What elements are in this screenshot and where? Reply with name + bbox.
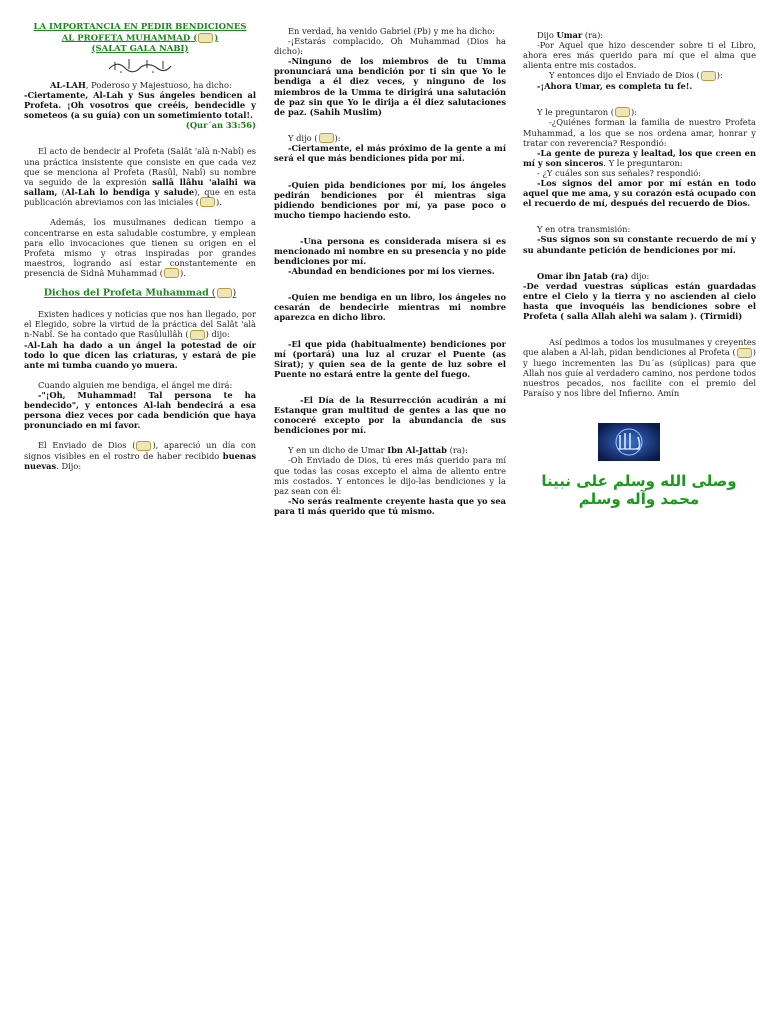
arabic-line-1: وصلى الله وسلم على نبينا [541, 472, 737, 490]
paragraph-umar-book: -Por Aquel que hizo descender sobre ti el Libro, ahora eres más querido para mí que el alma que alienta entre mis costados. [523, 40, 756, 71]
hadith-signs-love: -Los signos del amor por mí están en todo aquel que me ama, y su corazón está ocupado con el recuerdo de mí, después del recuerdo de Dios. [523, 178, 756, 209]
seal-icon [164, 268, 179, 278]
paragraph-custom: Además, los musulmanes dedican tiempo a concentrarse en esta saludable costumbre, y emplean para ello invocaciones que tienen su origen en el Profeta mismo y otras inspiradas por grandes maestros, logrando así estar constantemente en presencia de Sidnâ Muhammad ( ). [24, 217, 256, 278]
paragraph-angel-says: Cuando alguien me bendiga, el ángel me dirá: [38, 379, 233, 390]
hadith-ten-blessings: -"¡Oh, Muhammad! Tal persona te ha bendecido", y entonces Al-lah bendecirá a esa persona diez veces por cada bendición que haya pronunciado en mi favor. [24, 390, 256, 431]
allah-calligraphy-logo-icon [598, 423, 660, 461]
page-title [24, 22, 256, 54]
hadith-angels-bless: -Quien pida bendiciones por mí, los ángeles pedirán bendiciones por él mientras siga pidiendo bendiciones por mí, ya pase poco o mucho tiempo haciendo esto. [274, 179, 506, 220]
column-2 [274, 26, 506, 516]
arabic-blessing [520, 472, 758, 508]
hadith-complete-faith: -¡Ahora Umar, es completa tu fe!. [537, 80, 693, 91]
paragraph-signs-question: - ¿Y cuáles son sus señales? respondió: [537, 167, 702, 178]
seal-icon [319, 133, 334, 143]
title-line-2: AL PROFETA MUHAMMAD ( ) [61, 33, 219, 43]
paragraph-complacido: -¡Estarás complacido, Oh Muhammad (Dios ha dicho): [274, 36, 506, 57]
hadith-angel: -Al-Lah ha dado a un ángel la potestad de oír todo lo que dicen las criaturas, y estará de pie ante mi tumba cuando yo muera. [24, 339, 256, 370]
hadith-umma: -Ninguno de los miembros de tu Umma pronunciará una bendición por ti sin que Yo le bendiga a él diez veces, y ninguno de los miembros de la Umma te dirigirá una salutación de paz sin que Yo le dirija a él diez salutaciones de paz. (Sahih Muslim) [274, 56, 506, 117]
paragraph-umar-intro: Y en un dicho de Umar Ibn Al-Jattab (ra): [288, 445, 468, 456]
hadith-true-believer: -No serás realmente creyente hasta que yo sea para ti más querido que tú mismo. [274, 495, 506, 516]
section-heading: Dichos del Profeta Muhammad ( ) [43, 287, 237, 299]
seal-icon [200, 197, 215, 207]
paragraph-transmission: Y en otra transmisión: [537, 224, 631, 235]
column-3 [523, 30, 756, 398]
seal-icon [737, 348, 752, 358]
hadith-fridays: -Abundad en bendiciones por mí los viernes. [288, 266, 495, 277]
paragraph-umar-said: Dijo Umar (ra): [537, 30, 604, 40]
paragraph-enviado-dijo: Y entonces dijo el Enviado de Dios ( ): [549, 70, 723, 81]
seal-icon [217, 288, 232, 298]
seal-icon [198, 33, 213, 43]
hadith-closest: -Ciertamente, el más próximo de la gente a mí será el que más bendiciones pida por mí. [274, 143, 506, 164]
seal-icon [701, 71, 716, 81]
column-1 [24, 22, 256, 471]
hadith-resurrection: -El Día de la Resurrección acudirán a mí Estanque gran multitud de gentes a las que no conoceré excepto por la abundancia de sus bendiciones por mí. [274, 394, 506, 436]
quran-quote: -Ciertamente, Al-Lah y Sus ángeles bendicen al Profeta. ¡Oh vosotros que creéis, bendecidle y someteos (a su guía) con un sometimiento total!. [24, 90, 256, 121]
hadith-book: -Quien me bendiga en un libro, los ángeles no cesarán de bendecirle mientras mi nombre aparezca en dicho libro. [274, 292, 506, 323]
paragraph-hadith-intro: Existen hadices y noticias que nos han llegado, por el Elegido, sobre la virtud de la práctica del Salât 'alà n-Nabî. Se ha contado que Rasûlullâh ( ) dijo: [24, 309, 256, 340]
hadith-bridge: -El que pida (habitualmente) bendiciones por mí (portará) una luz al cruzar el Puente (as Sirat); y quien sea de la gente de luz sobre el Puente no estará entre la gente del fuego. [274, 338, 506, 379]
hadith-purity: -La gente de pureza y lealtad, los que creen en mí y son sinceros. Y le preguntaron: [523, 147, 756, 168]
hadith-miserly: -Una persona es considerada mísera si es mencionado mi nombre en su presencia y no pide bendiciones por mí. [274, 235, 506, 267]
seal-icon [615, 107, 630, 117]
intro-paragraph: AL-LAH, Poderoso y Majestuoso, ha dicho: [50, 80, 232, 90]
arabic-line-2: محمد وآله وسلم [578, 490, 700, 508]
seal-icon [136, 441, 151, 451]
paragraph-good-news: El Enviado de Dios ( ), apareció un día con signos visibles en el rostro de haber recibido buenas nuevas. Dijo: [24, 440, 256, 472]
paragraph-omar-said: Omar ibn Jatab (ra) dijo: [537, 270, 650, 281]
title-line-1: LA IMPORTANCIA EN PEDIR BENDICIONES [33, 22, 247, 32]
paragraph-closing: Así pedimos a todos los musulmanes y creyentes que alaben a Al-lah, pidan bendiciones al Profeta ( ) y luego incrementen las Du´as (súplicas) para que Allah nos guíe al verdadero camino, nos perdone todos nuestros pecados, nos facilite con el premio del Paraíso y nos libre del Infierno. Amín [523, 337, 756, 398]
title-line-3: (SALAT GALA NABI) [91, 43, 189, 54]
hadith-supplications: -De verdad vuestras súplicas están guardadas entre el Cielo y la tierra y no ascienden al cielo hasta que invoquéis las bendiciones sobre el Profeta ( salla Allah alehi wa salam ). (Tirmidi) [523, 280, 756, 321]
hadith-constant-remembrance: -Sus signos son su constante recuerdo de mí y su abundante petición de bendiciones por mí. [523, 234, 756, 255]
paragraph-practice: El acto de bendecir al Profeta (Salât 'alà n-Nabî) es una práctica insistente que consiste en que cada vez que se menciona al Profeta (Rasûl, Nabî) su nombre va seguido de la expresión sallâ llâhu 'alaihi wa sallam, (Al-Lah lo bendiga y salude), que en esta publicación abreviamos con las iniciales ( ). [24, 146, 257, 207]
paragraph-family: -¿Quiénes forman la familia de nuestro Profeta Muhammad, a los que se nos ordena amar, honrar y tratar con reverencia? Respondió: [523, 117, 756, 148]
quran-reference: (Qur´an 33:56) [185, 120, 256, 131]
paragraph-umar-words: -Oh Enviado de Dios, tú eres más querido para mí que todas las cosas excepto el alma de aliento entre mis costados. Y entonces le dijo-las bendiciones y la paz sean con él: [274, 455, 506, 496]
paragraph-y-dijo: Y dijo ( ): [288, 132, 341, 143]
bismillah-calligraphy-icon [107, 56, 173, 74]
paragraph-preguntaron: Y le preguntaron ( ): [537, 106, 638, 117]
seal-icon [190, 330, 205, 340]
paragraph-gabriel: En verdad, ha venido Gabriel (Pb) y me ha dicho: [288, 26, 496, 36]
